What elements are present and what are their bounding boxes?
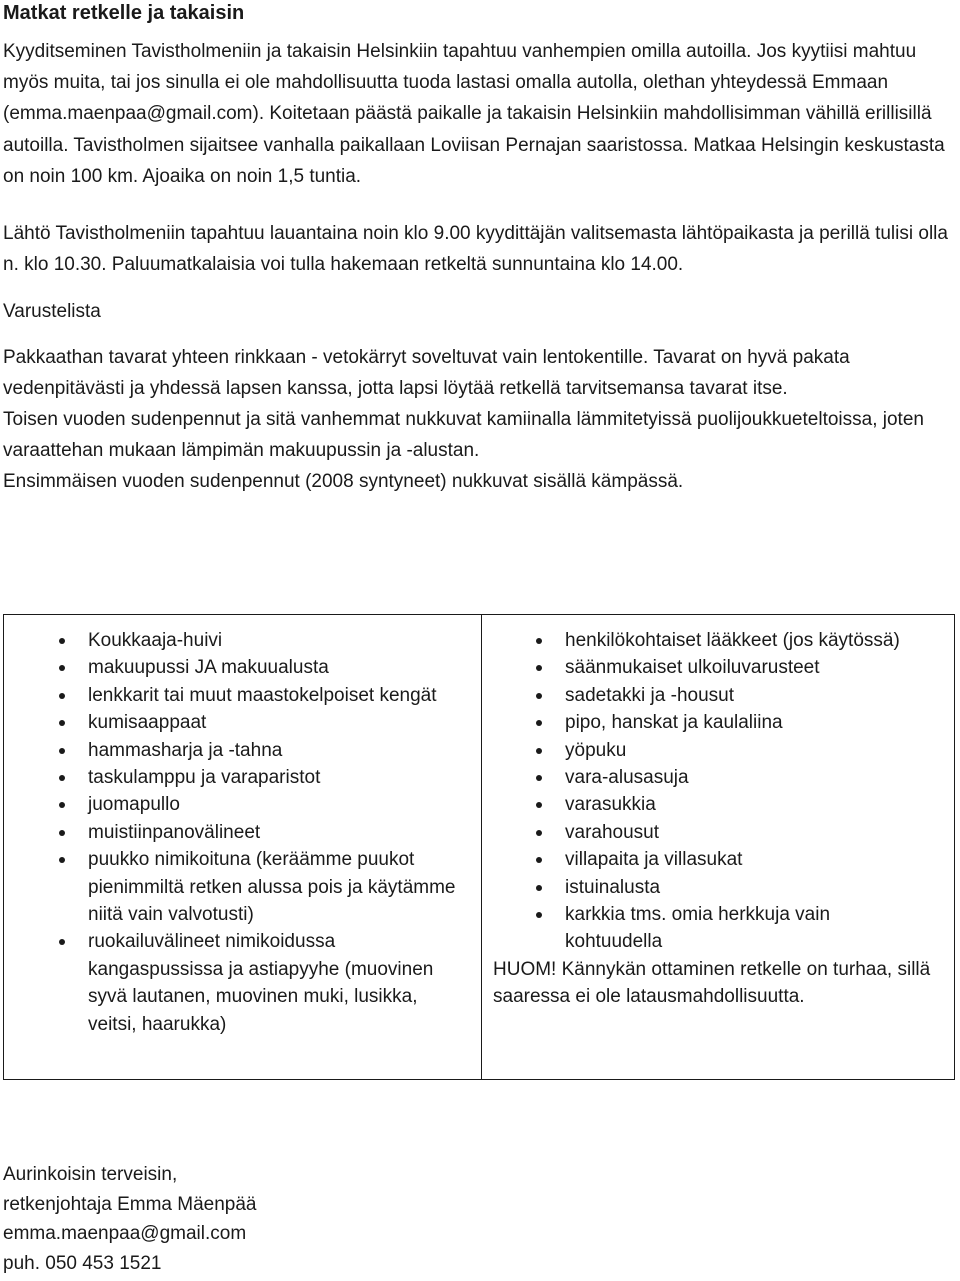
list-item-text: sadetakki ja -housut (565, 684, 734, 706)
bullet-icon (536, 857, 542, 863)
signature-phone: puh. 050 453 1521 (3, 1252, 162, 1274)
list-item-text: istuinalusta (565, 876, 661, 898)
list-item-text: henkilökohtaiset lääkkeet (jos käytössä) (565, 630, 900, 651)
list-item-text: makuupussi JA makuualusta (88, 657, 329, 679)
list-item-text: juomapullo (88, 794, 180, 816)
gear-paragraph-1: Pakkaathan tavarat yhteen rinkkaan - vetokärryt soveltuvat vain lentokentille. Tavarat on hyvä pakata vedenpitävästi ja yhdessä lapsen kanssa, jotta lapsi löytää retkellä tarvitsemansa tavarat itse. (3, 346, 850, 399)
bullet-icon (59, 830, 65, 836)
list-item (482, 709, 922, 736)
list-item (4, 682, 464, 709)
list-item-text: säänmukaiset ulkoiluvarusteet (565, 657, 820, 679)
bullet-icon (59, 857, 65, 863)
packing-list-right (482, 627, 954, 956)
packing-list-left (4, 627, 481, 1038)
packing-list-right-column (482, 615, 954, 1079)
bullet-icon (59, 693, 65, 699)
bullet-icon (536, 748, 542, 754)
list-item (482, 764, 922, 791)
list-item-text: ruokailuvälineet nimikoidussa kangaspussissa ja astiapyyhe (muovinen syvä lautanen, muovinen muki, lusikka, veitsi, haarukka) (88, 931, 434, 1035)
list-item-text: lenkkarit tai muut maastokelpoiset kengät (88, 684, 437, 706)
list-item (482, 627, 922, 654)
list-item (4, 654, 464, 681)
list-item (482, 819, 922, 846)
list-item (4, 737, 464, 764)
bullet-icon (59, 748, 65, 754)
list-item (482, 654, 922, 681)
signature-name: retkenjohtaja Emma Mäenpää (3, 1193, 257, 1215)
gear-heading: Varustelista (3, 301, 101, 323)
bullet-icon (59, 802, 65, 808)
packing-list-left-column (4, 615, 482, 1079)
list-item-text: varasukkia (565, 794, 656, 816)
list-item (4, 928, 464, 1038)
list-item-text: kumisaappaat (88, 712, 207, 734)
list-item-text: muistiinpanovälineet (88, 821, 261, 843)
list-item (482, 682, 922, 709)
bullet-icon (536, 665, 542, 671)
gear-paragraph-3: Ensimmäisen vuoden sudenpennut (2008 syntyneet) nukkuvat sisällä kämpässä. (3, 471, 684, 493)
list-item (482, 901, 922, 956)
bullet-icon (59, 665, 65, 671)
list-item-text: taskulamppu ja varaparistot (88, 767, 321, 789)
bullet-icon (536, 830, 542, 836)
list-item-text: Koukkaaja-huivi (88, 630, 223, 651)
bullet-icon (536, 720, 542, 726)
list-item (4, 709, 464, 736)
bullet-icon (536, 693, 542, 699)
signature-greeting: Aurinkoisin terveisin, (3, 1164, 178, 1185)
list-item (482, 791, 922, 818)
list-item-text: varahousut (565, 821, 660, 843)
list-item-text: pipo, hanskat ja kaulaliina (565, 712, 783, 734)
signature-email: emma.maenpaa@gmail.com (3, 1223, 247, 1244)
gear-paragraph-2: Toisen vuoden sudenpennut ja sitä vanhemmat nukkuvat kamiinalla lämmitetyissä puolijoukkueteltoissa, joten varaattehan mukaan lämpimän makuupussin ja -alustan. (3, 409, 924, 462)
bullet-icon (536, 638, 542, 644)
bullet-icon (536, 802, 542, 808)
list-item (4, 846, 464, 928)
bullet-icon (59, 638, 65, 644)
bullet-icon (536, 775, 542, 781)
packing-list-table (3, 614, 955, 1080)
page-title: Matkat retkelle ja takaisin (3, 2, 245, 24)
bullet-icon (59, 720, 65, 726)
list-item (4, 764, 464, 791)
list-item-text: karkkia tms. omia herkkuja vain kohtuudella (565, 904, 831, 953)
list-item-text: yöpuku (565, 739, 627, 761)
bullet-icon (536, 912, 542, 918)
list-item (482, 846, 922, 873)
bullet-icon (536, 885, 542, 891)
list-item (4, 791, 464, 818)
travel-paragraph-2: Lähtö Tavistholmeniin tapahtuu lauantaina noin klo 9.00 kyydittäjän valitsemasta lähtöpaikasta ja perillä tulisi olla n. klo 10.30. Paluumatkalaisia voi tulla hakemaan retkeltä sunnuntaina klo 14.00. (3, 223, 948, 276)
phone-note: HUOM! Kännykän ottaminen retkelle on turhaa, sillä saaressa ei ole latausmahdollisuutta. (493, 958, 931, 1008)
document-body (3, 0, 957, 498)
bullet-icon (59, 939, 65, 945)
list-item-text: hammasharja ja -tahna (88, 739, 283, 761)
list-item-text: puukko nimikoituna (keräämme puukot pienimmiltä retken alussa pois ja käytämme niitä vain valvotusti) (88, 849, 456, 926)
travel-paragraph-1: Kyyditseminen Tavistholmeniin ja takaisin Helsinkiin tapahtuu vanhempien omilla autoilla. Jos kyytiisi mahtuu myös muita, tai jos sinulla ei ole mahdollisuutta tuoda lastasi omalla autolla, olethan yhteydessä Emmaan (emma.maenpaa@gmail.com). Koitetaan päästä paikalle ja takaisin Helsinkiin mahdollisimman vähillä erillisillä autoilla. Tavistholmen sijaitsee vanhalla paikallaan Loviisan Pernajan saaristossa. Matkaa Helsingin keskustasta on noin 100 km. Ajoaika on noin 1,5 tuntia. (3, 41, 945, 187)
signature-block (3, 1160, 256, 1278)
list-item-text: vara-alusasuja (565, 767, 689, 789)
list-item (4, 819, 464, 846)
list-item (482, 874, 922, 901)
bullet-icon (59, 775, 65, 781)
list-item (4, 627, 464, 654)
list-item (482, 737, 922, 764)
list-item-text: villapaita ja villasukat (565, 849, 743, 871)
